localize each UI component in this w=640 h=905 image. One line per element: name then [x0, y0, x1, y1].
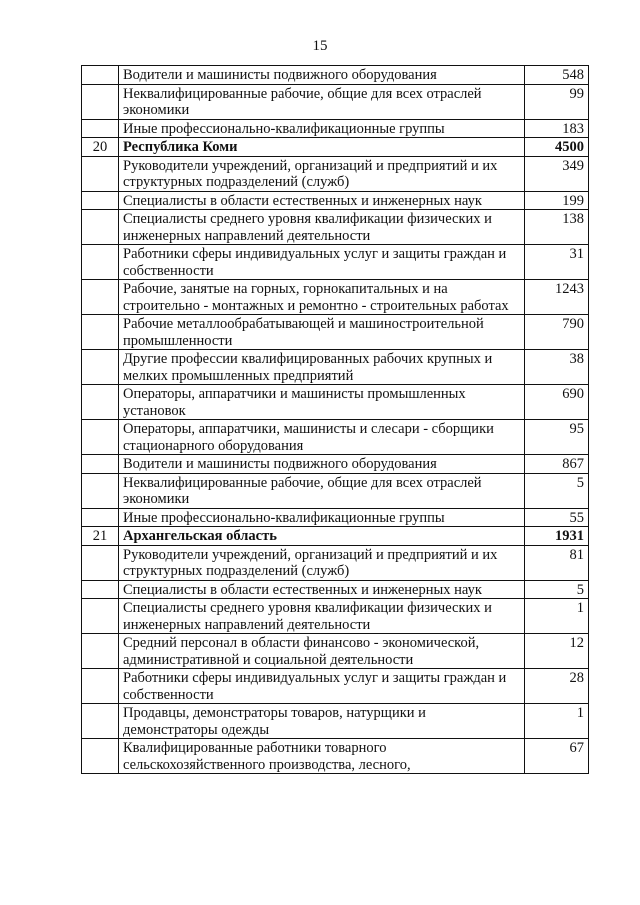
row-number	[82, 739, 119, 774]
row-number	[82, 280, 119, 315]
group-name: Средний персонал в области финансово - экономической, административной и социальной деятельности	[119, 634, 525, 669]
group-value: 38	[525, 350, 589, 385]
table-row	[82, 580, 589, 599]
table-row	[82, 280, 589, 315]
table-row	[82, 84, 589, 119]
row-number	[82, 669, 119, 704]
row-number	[82, 599, 119, 634]
row-number	[82, 245, 119, 280]
row-number	[82, 704, 119, 739]
group-value: 5	[525, 473, 589, 508]
group-name: Другие профессии квалифицированных рабочих крупных и мелких промышленных предприятий	[119, 350, 525, 385]
table-row	[82, 156, 589, 191]
group-value: 28	[525, 669, 589, 704]
quota-table-body	[82, 66, 589, 774]
row-number	[82, 191, 119, 210]
region-name: Архангельская область	[119, 527, 525, 546]
group-value: 55	[525, 508, 589, 527]
group-value: 67	[525, 739, 589, 774]
table-row	[82, 739, 589, 774]
page-number: 15	[312, 38, 328, 54]
row-number	[82, 84, 119, 119]
group-value: 95	[525, 420, 589, 455]
group-value: 183	[525, 119, 589, 138]
group-name: Квалифицированные работники товарного сельскохозяйственного производства, лесного,	[119, 739, 525, 774]
group-name: Водители и машинисты подвижного оборудования	[119, 455, 525, 474]
group-value: 138	[525, 210, 589, 245]
table-row	[82, 191, 589, 210]
group-name: Водители и машинисты подвижного оборудования	[119, 66, 525, 85]
region-total: 1931	[525, 527, 589, 546]
row-number	[82, 420, 119, 455]
row-number	[82, 119, 119, 138]
table-row	[82, 455, 589, 474]
row-number	[82, 66, 119, 85]
group-name: Неквалифицированные рабочие, общие для всех отраслей экономики	[119, 473, 525, 508]
region-row	[82, 138, 589, 157]
group-value: 99	[525, 84, 589, 119]
row-number	[82, 508, 119, 527]
row-number: 21	[82, 527, 119, 546]
row-number: 20	[82, 138, 119, 157]
group-value: 31	[525, 245, 589, 280]
group-name: Работники сферы индивидуальных услуг и защиты граждан и собственности	[119, 245, 525, 280]
row-number	[82, 634, 119, 669]
row-number	[82, 473, 119, 508]
group-value: 5	[525, 580, 589, 599]
row-number	[82, 315, 119, 350]
row-number	[82, 455, 119, 474]
group-value: 1243	[525, 280, 589, 315]
group-value: 12	[525, 634, 589, 669]
region-name: Республика Коми	[119, 138, 525, 157]
table-row	[82, 385, 589, 420]
table-row	[82, 473, 589, 508]
table-row	[82, 66, 589, 85]
group-name: Рабочие металлообрабатывающей и машиностроительной промышленности	[119, 315, 525, 350]
row-number	[82, 210, 119, 245]
group-name: Специалисты в области естественных и инженерных наук	[119, 191, 525, 210]
row-number	[82, 156, 119, 191]
group-name: Операторы, аппаратчики и машинисты промышленных установок	[119, 385, 525, 420]
group-name: Работники сферы индивидуальных услуг и защиты граждан и собственности	[119, 669, 525, 704]
group-name: Руководители учреждений, организаций и предприятий и их структурных подразделений (служб)	[119, 156, 525, 191]
region-total: 4500	[525, 138, 589, 157]
group-value: 349	[525, 156, 589, 191]
group-value: 867	[525, 455, 589, 474]
row-number	[82, 580, 119, 599]
group-value: 548	[525, 66, 589, 85]
group-value: 1	[525, 599, 589, 634]
table-row	[82, 315, 589, 350]
group-name: Неквалифицированные рабочие, общие для всех отраслей экономики	[119, 84, 525, 119]
group-value: 790	[525, 315, 589, 350]
row-number	[82, 385, 119, 420]
row-number	[82, 350, 119, 385]
group-value: 690	[525, 385, 589, 420]
table-row	[82, 119, 589, 138]
group-name: Иные профессионально-квалификационные группы	[119, 508, 525, 527]
group-name: Рабочие, занятые на горных, горнокапитальных и на строительно - монтажных и ремонтно - строительных работах	[119, 280, 525, 315]
table-row	[82, 245, 589, 280]
group-name: Специалисты среднего уровня квалификации физических и инженерных направлений деятельности	[119, 599, 525, 634]
region-row	[82, 527, 589, 546]
quota-table	[81, 65, 589, 774]
table-row	[82, 210, 589, 245]
row-number	[82, 545, 119, 580]
table-row	[82, 599, 589, 634]
group-value: 1	[525, 704, 589, 739]
table-row	[82, 508, 589, 527]
table-row	[82, 545, 589, 580]
group-name: Специалисты среднего уровня квалификации физических и инженерных направлений деятельности	[119, 210, 525, 245]
group-name: Продавцы, демонстраторы товаров, натурщики и демонстраторы одежды	[119, 704, 525, 739]
table-row	[82, 350, 589, 385]
group-name: Специалисты в области естественных и инженерных наук	[119, 580, 525, 599]
group-name: Руководители учреждений, организаций и предприятий и их структурных подразделений (служб)	[119, 545, 525, 580]
table-row	[82, 704, 589, 739]
table-row	[82, 634, 589, 669]
table-row	[82, 420, 589, 455]
group-name: Операторы, аппаратчики, машинисты и слесари - сборщики стационарного оборудования	[119, 420, 525, 455]
group-value: 199	[525, 191, 589, 210]
table-row	[82, 669, 589, 704]
group-value: 81	[525, 545, 589, 580]
group-name: Иные профессионально-квалификационные группы	[119, 119, 525, 138]
